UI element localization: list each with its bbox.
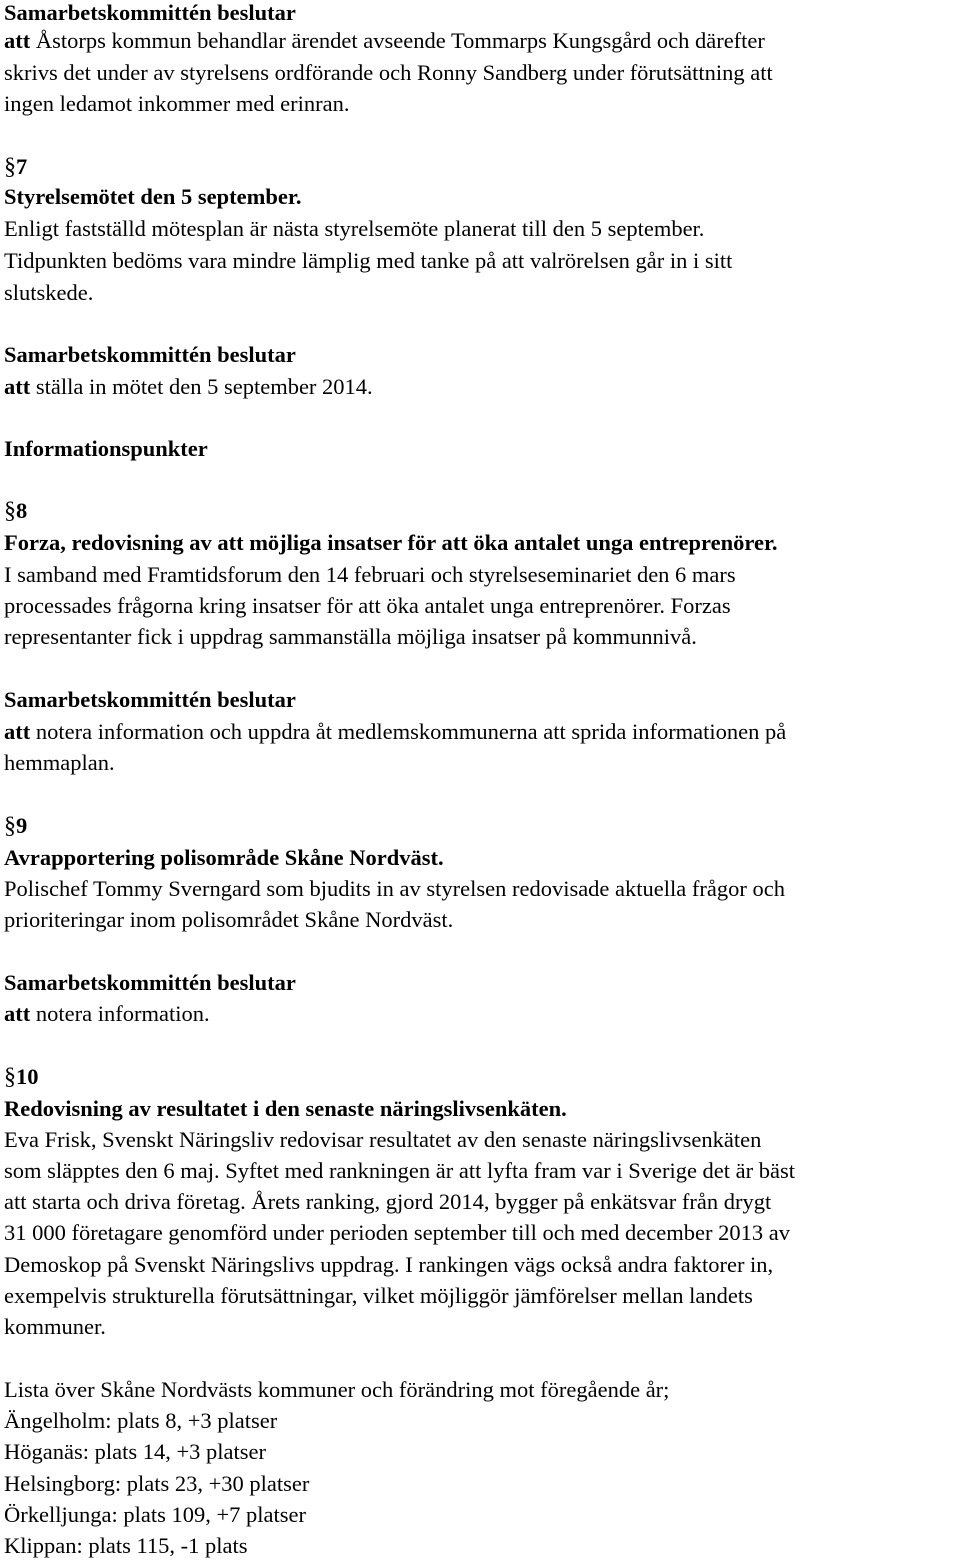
decision-heading: Samarbetskommittén beslutar	[4, 0, 296, 25]
decision-heading: Samarbetskommittén beslutar	[4, 687, 296, 712]
body-line: Eva Frisk, Svenskt Näringsliv redovisar resultatet av den senaste näringslivsenkäten	[4, 1127, 762, 1152]
decision-heading: Samarbetskommittén beslutar	[4, 970, 296, 995]
decision-line	[4, 719, 786, 745]
att-keyword: att	[4, 28, 31, 53]
att-keyword: att	[4, 719, 31, 744]
section-title: Styrelsemötet den 5 september.	[4, 184, 302, 209]
body-line: Demoskop på Svenskt Näringslivs uppdrag. I rankingen vägs också andra faktorer in,	[4, 1252, 774, 1277]
section-number	[4, 154, 27, 180]
section-symbol: §	[4, 154, 16, 180]
att-keyword: att	[4, 1001, 31, 1026]
body-line: hemmaplan.	[4, 750, 115, 775]
body-line: Polischef Tommy Sverngard som bjudits in av styrelsen redovisade aktuella frågor och	[4, 876, 785, 901]
body-line: 31 000 företagare genomförd under perioden september till och med december 2013 av	[4, 1220, 790, 1245]
decision-text: notera information.	[30, 1001, 210, 1026]
list-item: Klippan: plats 115, -1 plats	[4, 1533, 248, 1558]
body-line: exempelvis strukturella förutsättningar, vilket möjliggör jämförelser mellan landets	[4, 1283, 753, 1308]
section-number	[4, 498, 27, 524]
section-number-value: 8	[16, 498, 28, 523]
section-title: Redovisning av resultatet i den senaste näringslivsenkäten.	[4, 1096, 567, 1121]
list-item: Ängelholm: plats 8, +3 platser	[4, 1408, 278, 1433]
body-line: representanter fick i uppdrag sammanställa möjliga insatser på kommunnivå.	[4, 624, 697, 649]
section-number	[4, 1064, 39, 1090]
body-line: slutskede.	[4, 280, 94, 305]
body-line: Enligt fastställd mötesplan är nästa styrelsemöte planerat till den 5 september.	[4, 216, 705, 241]
decision-line	[4, 28, 765, 54]
att-keyword: att	[4, 374, 31, 399]
body-line: I samband med Framtidsforum den 14 februari och styrelseseminariet den 6 mars	[4, 562, 736, 587]
list-item: Örkelljunga: plats 109, +7 platser	[4, 1502, 307, 1527]
body-line: Tidpunkten bedöms vara mindre lämplig med tanke på att valrörelsen går in i sitt	[4, 248, 733, 273]
decision-text: Åstorps kommun behandlar ärendet avseende Tommarps Kungsgård och därefter	[30, 28, 765, 53]
section-number-value: 7	[16, 154, 28, 179]
decision-text: ställa in mötet den 5 september 2014.	[30, 374, 373, 399]
body-line: att starta och driva företag. Årets ranking, gjord 2014, bygger på enkätsvar från drygt	[4, 1189, 772, 1214]
body-line: ingen ledamot inkommer med erinran.	[4, 91, 350, 116]
decision-line	[4, 374, 373, 400]
section-symbol: §	[4, 498, 16, 524]
body-line: kommuner.	[4, 1314, 106, 1339]
section-symbol: §	[4, 1064, 16, 1090]
body-line: processades frågorna kring insatser för att öka antalet unga entreprenörer. Forzas	[4, 593, 731, 618]
section-number	[4, 813, 27, 839]
section-number-value: 10	[16, 1064, 39, 1089]
decision-text: notera information och uppdra åt medlemskommunerna att sprida informationen på	[30, 719, 787, 744]
info-heading: Informationspunkter	[4, 436, 208, 461]
decision-line	[4, 1001, 210, 1027]
list-item: Helsingborg: plats 23, +30 platser	[4, 1471, 310, 1496]
section-title: Avrapportering polisområde Skåne Nordväst.	[4, 845, 444, 870]
section-title: Forza, redovisning av att möjliga insatser för att öka antalet unga entreprenörer.	[4, 530, 778, 555]
body-line: prioriteringar inom polisområdet Skåne Nordväst.	[4, 907, 454, 932]
body-line: som släpptes den 6 maj. Syftet med rankningen är att lyfta fram var i Sverige det är bäst	[4, 1158, 796, 1183]
body-line: skrivs det under av styrelsens ordförande och Ronny Sandberg under förutsättning att	[4, 60, 773, 85]
list-intro: Lista över Skåne Nordvästs kommuner och förändring mot föregående år;	[4, 1377, 670, 1402]
section-number-value: 9	[16, 813, 28, 838]
decision-heading: Samarbetskommittén beslutar	[4, 342, 296, 367]
list-item: Höganäs: plats 14, +3 platser	[4, 1439, 267, 1464]
section-symbol: §	[4, 813, 16, 839]
